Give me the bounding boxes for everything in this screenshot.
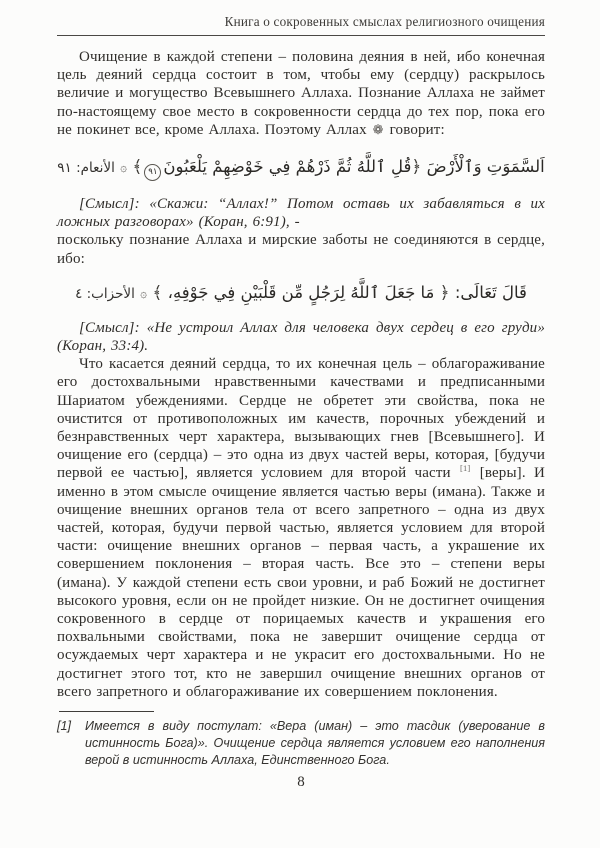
header-rule (57, 14, 545, 36)
ornate-bracket-close-icon: ﴾ (132, 157, 143, 178)
ornate-bracket-open-icon: ﴿ (411, 157, 422, 178)
page-number: 8 (297, 774, 305, 791)
ornament-icon: ۞ (140, 285, 148, 300)
footnote-rule (59, 711, 154, 712)
meaning-quote-1: [Смысл]: «Скажи: “Аллах!” Потом оставь их забавляться в их ложных разговорах» (Коран, 6:91), - (57, 196, 545, 231)
ornate-bracket-open-icon: ﴿ (439, 282, 450, 303)
running-header: Книга о сокровенных смыслах религиозного очищения (224, 14, 545, 29)
page-footer (57, 711, 545, 791)
ornate-bracket-close-icon: ﴾ (152, 282, 163, 303)
verse1-reference: الأنعام: ٩١ (57, 160, 115, 177)
paragraph-main (57, 355, 545, 701)
paragraph-main-tail: [веры]. И именно в этом смысле очищение является частью веры (имана). Также и очищение внешних органов тела от всего запретного – одна из двух частей, которая, будучи первой частью, является условием для второй части: очищение внешних органов – первая часть, а украшение их совершением поклонения – вторая часть. Все это – степени веры (имана). У каждой степени есть свои уровни, и раб Божий не достигнет высокого уровня, если он не пройдет низкие. Он не достигнет очищения сокровенного в сердце от порицаемых качеств и украшения его похвальными свойствами, пока не завершит очищение сердца от осуждаемых черт характера и не украсит его достохвальными. Но не достигнет этого тот, кто не завершил очищение внешних органов от всего запретного и облагораживание их совершением поклонения. (57, 465, 545, 700)
verse1-text: قُلِ ٱللَّهُ ثُمَّ ذَرْهُمْ فِي خَوْضِهِمْ يَلْعَبُونَ (163, 157, 412, 177)
paragraph-intro-text: Очищение в каждой степени – половина деяния в ней, ибо конечная цель деяний сердца состоит в том, чтобы ему (сердцу) раскрылось величие и могущество Всевышнего Аллаха. Познание Аллаха не займет по-настоящему свое место в сокровенности сердца до тех пор, пока его не покинет все, кроме Аллаха. Поэтому Аллах (57, 49, 545, 138)
verse1-lead: اَلسَّمَوَتِ وَٱلْأَرْضَ (426, 157, 545, 177)
meaning-quote-2: [Смысл]: «Не устроил Аллах для человека двух сердец в его груди» (Коран, 33:4). (57, 319, 545, 355)
paragraph-main-text: Что касается деяний сердца, то их конечная цель – облагораживание его достохвальными нравственными качествами и предписанными Шариатом убеждениями. Сердце не обретет эти свойства, пока не очистится от противоположных им качеств, порочных убеждений и безнравственных черт характера, вызывающих гнев [Всевышнего]. И очищение его (сердца) – это одна из двух частей веры, которая, [будучи первой ее частью], является условием для второй части (57, 356, 545, 482)
verse2-lead: قَالَ تَعَالَى: (454, 282, 527, 302)
page-body (57, 48, 545, 701)
quran-verse-2 (57, 278, 545, 309)
ayah-number-badge: ٩١ (144, 164, 161, 181)
paragraph-intro (57, 48, 545, 139)
honorific-icon: ❁ (372, 121, 384, 137)
verse2-text: مَا جَعَلَ ٱللَّهُ لِرَجُلٍ مِّن قَلْبَيْنِ فِي جَوْفِهِ، (167, 282, 435, 302)
paragraph-connector: поскольку познание Аллаха и мирские заботы не соединяются в сердце, ибо: (57, 232, 545, 267)
footnote-marker: [1] (57, 719, 72, 734)
footnote-text: Имеется в виду постулат: «Вера (иман) – это тасдик (уверование в истинность Бога)». Очищение сердца является условием его наполнения верой в истинность Аллаха, Единственного Бога. (85, 719, 545, 767)
paragraph-intro-tail: говорит: (384, 121, 445, 138)
footnote-ref: [1] (460, 463, 471, 474)
ornament-icon: ۞ (120, 160, 128, 175)
verse2-reference: الأحزاب: ٤ (75, 285, 135, 302)
footnote (57, 718, 545, 768)
quran-verse-1 (57, 152, 545, 183)
